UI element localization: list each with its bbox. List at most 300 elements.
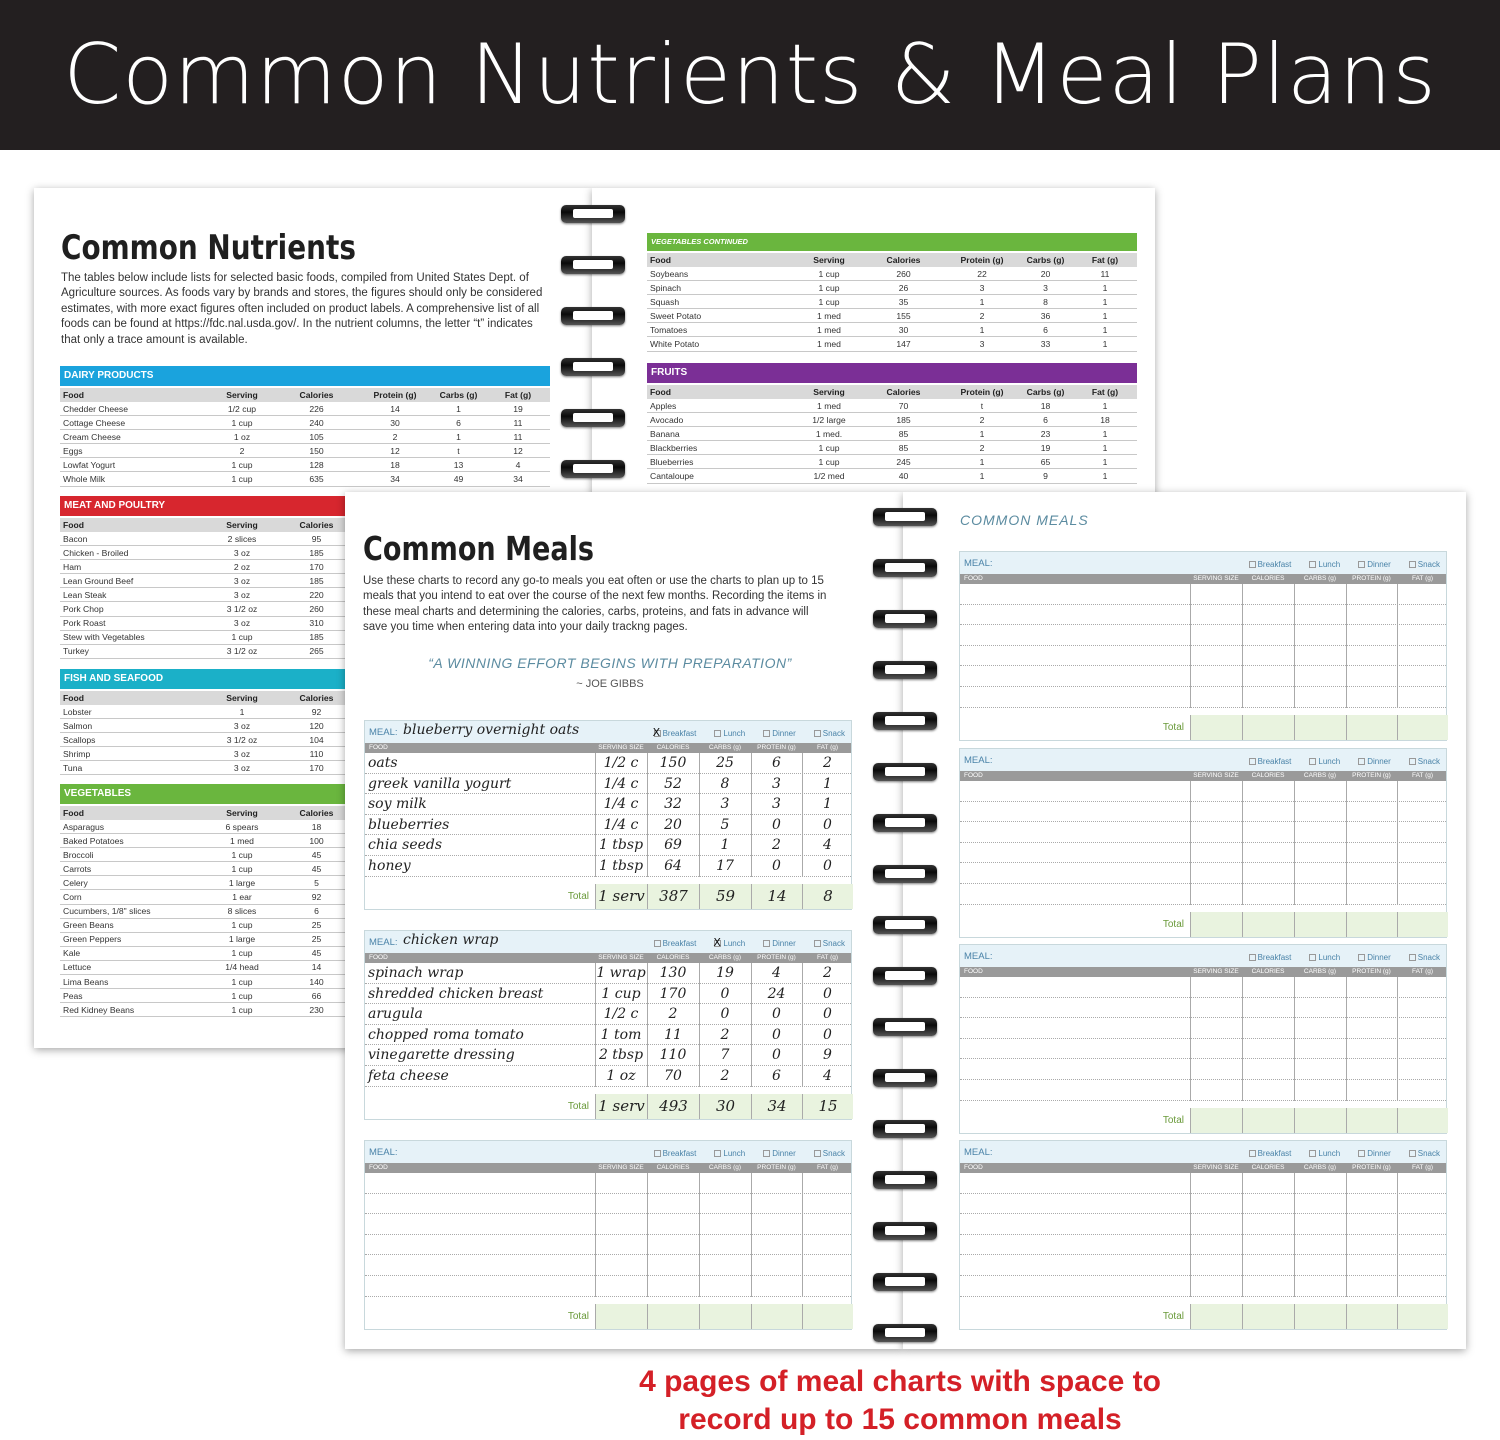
meal-total-cell[interactable]	[802, 1304, 853, 1329]
meal-entry-cell[interactable]	[1242, 1214, 1294, 1234]
meal-entry-cell[interactable]	[1242, 687, 1294, 707]
meal-entry-cell[interactable]: 0	[772, 1026, 781, 1043]
meal-entry-cell[interactable]	[1242, 781, 1294, 801]
meal-entry-cell[interactable]	[960, 998, 1190, 1018]
meal-total-cell[interactable]	[1294, 1108, 1346, 1133]
meal-entry-cell[interactable]: 1/2 c	[603, 1006, 639, 1023]
meal-entry-cell[interactable]: 3	[720, 796, 730, 813]
meal-entry-cell[interactable]: feta cheese	[368, 1067, 449, 1084]
meal-option-snack[interactable]	[1400, 757, 1440, 766]
meal-entry-cell[interactable]	[1242, 625, 1294, 645]
meal-entry-cell[interactable]: 1/2 c	[603, 755, 639, 771]
meal-entry-cell[interactable]: arugula	[368, 1006, 423, 1023]
meal-option-breakfast[interactable]	[1240, 953, 1292, 962]
meal-entry-cell[interactable]	[1346, 1255, 1397, 1275]
meal-entry-cell[interactable]	[595, 1276, 647, 1296]
checkbox-icon[interactable]	[763, 730, 770, 737]
meal-entry-cell[interactable]	[1190, 977, 1242, 997]
meal-entry-row[interactable]	[960, 1235, 1446, 1256]
meal-total-cell[interactable]	[1294, 1304, 1346, 1329]
meal-entry-cell[interactable]	[802, 1194, 853, 1214]
meal-entry-cell[interactable]	[1397, 1039, 1448, 1059]
meal-entry-row[interactable]	[365, 1194, 851, 1215]
meal-entry-cell[interactable]	[1190, 822, 1242, 842]
meal-entry-cell[interactable]	[1242, 1080, 1294, 1100]
meal-entry-cell[interactable]: chia seeds	[368, 837, 443, 854]
meal-entry-cell[interactable]	[595, 1194, 647, 1214]
meal-entry-cell[interactable]: 1 cup	[601, 985, 641, 1002]
meal-entry-row[interactable]	[960, 646, 1446, 667]
meal-option-snack[interactable]	[805, 729, 845, 738]
meal-entry-cell[interactable]	[1190, 646, 1242, 666]
meal-entry-cell[interactable]	[1190, 1276, 1242, 1296]
meal-entry-cell[interactable]	[1294, 687, 1346, 707]
meal-entry-cell[interactable]: 1 tbsp	[598, 837, 644, 854]
meal-option-breakfast[interactable]	[645, 1149, 697, 1158]
meal-entry-cell[interactable]: 150	[659, 755, 687, 771]
meal-option-lunch[interactable]	[1300, 1149, 1340, 1158]
meal-entry-cell[interactable]	[1346, 625, 1397, 645]
meal-entry-cell[interactable]	[751, 1214, 802, 1234]
meal-entry-cell[interactable]: 20	[664, 816, 682, 833]
meal-entry-row[interactable]	[960, 977, 1446, 998]
meal-entry-cell[interactable]	[1190, 1255, 1242, 1275]
meal-option-lunch[interactable]	[1300, 953, 1340, 962]
meal-total-cell[interactable]	[1346, 1108, 1397, 1133]
meal-entry-row[interactable]	[960, 1173, 1446, 1194]
meal-entry-row[interactable]	[960, 802, 1446, 823]
meal-entry-row[interactable]	[365, 1235, 851, 1256]
meal-entry-cell[interactable]	[647, 1235, 699, 1255]
meal-entry-row[interactable]	[960, 1039, 1446, 1060]
meal-total-cell[interactable]: 59	[699, 884, 751, 909]
meal-entry-cell[interactable]	[1190, 1214, 1242, 1234]
meal-entry-cell[interactable]	[1346, 977, 1397, 997]
meal-entry-cell[interactable]	[802, 1173, 853, 1193]
meal-entry-cell[interactable]	[1190, 1039, 1242, 1059]
meal-entry-cell[interactable]	[1397, 822, 1448, 842]
meal-entry-cell[interactable]	[1190, 802, 1242, 822]
meal-total-cell[interactable]: 14	[751, 884, 802, 909]
checkbox-icon[interactable]	[1409, 758, 1416, 765]
meal-entry-cell[interactable]: 32	[664, 796, 682, 813]
meal-entry-cell[interactable]: 1	[823, 796, 832, 813]
meal-total-cell[interactable]	[1397, 1304, 1448, 1329]
meal-entry-cell[interactable]	[1242, 666, 1294, 686]
meal-entry-cell[interactable]: 1/4 c	[603, 816, 639, 833]
meal-total-cell[interactable]	[1294, 912, 1346, 937]
meal-entry-cell[interactable]: 6	[772, 755, 781, 771]
checkbox-icon[interactable]	[714, 940, 721, 947]
meal-option-dinner[interactable]	[754, 939, 796, 948]
meal-entry-cell[interactable]	[960, 1235, 1190, 1255]
meal-total-cell[interactable]	[1190, 1108, 1242, 1133]
checkbox-icon[interactable]	[714, 730, 721, 737]
meal-entry-cell[interactable]	[699, 1194, 751, 1214]
meal-entry-cell[interactable]: 1 wrap	[596, 965, 646, 981]
checkbox-icon[interactable]	[1358, 1150, 1365, 1157]
meal-entry-cell[interactable]	[1294, 998, 1346, 1018]
meal-name[interactable]: chicken wrap	[403, 932, 499, 948]
meal-total-cell[interactable]: 1 serv	[595, 884, 647, 909]
meal-total-cell[interactable]	[1397, 715, 1448, 740]
meal-entry-row[interactable]	[960, 781, 1446, 802]
meal-chart-4[interactable]	[959, 551, 1447, 741]
meal-chart-2[interactable]	[364, 930, 852, 1120]
meal-entry-cell[interactable]	[1346, 1235, 1397, 1255]
meal-entry-cell[interactable]	[1242, 977, 1294, 997]
meal-entry-row[interactable]	[960, 863, 1446, 884]
meal-entry-cell[interactable]	[1242, 1039, 1294, 1059]
meal-entry-cell[interactable]	[1190, 1173, 1242, 1193]
meal-entry-cell[interactable]	[751, 1194, 802, 1214]
checkbox-icon[interactable]	[1309, 561, 1316, 568]
meal-entry-cell[interactable]	[1294, 822, 1346, 842]
checkbox-icon[interactable]	[814, 940, 821, 947]
meal-entry-cell[interactable]: 2	[720, 1067, 730, 1084]
meal-entry-cell[interactable]: 11	[664, 1026, 682, 1043]
meal-entry-cell[interactable]: 0	[823, 816, 832, 833]
meal-entry-cell[interactable]	[1242, 646, 1294, 666]
meal-entry-cell[interactable]	[1397, 802, 1448, 822]
meal-entry-cell[interactable]: 1/4 c	[603, 796, 639, 813]
meal-entry-cell[interactable]	[699, 1235, 751, 1255]
meal-entry-cell[interactable]: 4	[823, 1067, 832, 1084]
meal-entry-cell[interactable]	[1242, 1276, 1294, 1296]
meal-entry-row[interactable]	[960, 1276, 1446, 1297]
meal-entry-row[interactable]	[365, 963, 851, 984]
checkbox-icon[interactable]	[1249, 1150, 1256, 1157]
meal-total-cell[interactable]: 30	[699, 1094, 751, 1119]
meal-entry-cell[interactable]	[1346, 584, 1397, 604]
meal-entry-cell[interactable]	[647, 1255, 699, 1275]
meal-total-cell[interactable]	[1397, 912, 1448, 937]
meal-entry-row[interactable]	[365, 1025, 851, 1046]
meal-entry-cell[interactable]: 2	[772, 837, 781, 854]
meal-entry-cell[interactable]	[1294, 1059, 1346, 1079]
meal-total-cell[interactable]	[751, 1304, 802, 1329]
meal-option-breakfast[interactable]	[645, 729, 697, 738]
meal-entry-cell[interactable]	[1294, 802, 1346, 822]
meal-entry-cell[interactable]	[1397, 1276, 1448, 1296]
meal-entry-cell[interactable]	[595, 1173, 647, 1193]
meal-entry-row[interactable]	[365, 1214, 851, 1235]
meal-entry-cell[interactable]: 1 tbsp	[598, 857, 644, 874]
meal-entry-cell[interactable]	[595, 1255, 647, 1275]
meal-chart-5[interactable]	[959, 748, 1447, 938]
meal-entry-cell[interactable]	[1346, 1080, 1397, 1100]
meal-entry-row[interactable]	[365, 1276, 851, 1297]
meal-entry-cell[interactable]	[1294, 1214, 1346, 1234]
meal-entry-cell[interactable]: 4	[772, 965, 781, 981]
meal-entry-cell[interactable]	[365, 1276, 595, 1296]
meal-entry-cell[interactable]	[1397, 863, 1448, 883]
meal-entry-cell[interactable]	[1346, 822, 1397, 842]
meal-entry-row[interactable]	[960, 1018, 1446, 1039]
meal-total-cell[interactable]	[647, 1304, 699, 1329]
meal-entry-cell[interactable]	[1242, 584, 1294, 604]
meal-entry-cell[interactable]	[1190, 1059, 1242, 1079]
meal-entry-cell[interactable]	[1190, 666, 1242, 686]
meal-entry-row[interactable]	[365, 1066, 851, 1087]
checkbox-icon[interactable]	[1358, 561, 1365, 568]
meal-entry-cell[interactable]: 0	[720, 1006, 730, 1023]
meal-entry-cell[interactable]	[751, 1173, 802, 1193]
meal-total-cell[interactable]	[1397, 1108, 1448, 1133]
meal-entry-cell[interactable]: shredded chicken breast	[368, 985, 544, 1002]
checkbox-icon[interactable]	[1358, 954, 1365, 961]
meal-entry-cell[interactable]: 69	[664, 837, 682, 854]
meal-entry-cell[interactable]: 0	[772, 1047, 781, 1064]
meal-entry-cell[interactable]	[1346, 843, 1397, 863]
meal-entry-cell[interactable]: 1 tom	[600, 1026, 642, 1043]
meal-total-cell[interactable]: 387	[647, 884, 699, 909]
meal-option-breakfast[interactable]	[1240, 1149, 1292, 1158]
meal-entry-cell[interactable]	[960, 822, 1190, 842]
meal-entry-cell[interactable]	[1242, 998, 1294, 1018]
meal-entry-cell[interactable]	[1294, 625, 1346, 645]
checkbox-icon[interactable]	[1409, 954, 1416, 961]
meal-entry-cell[interactable]	[1190, 687, 1242, 707]
meal-entry-cell[interactable]	[365, 1235, 595, 1255]
meal-entry-cell[interactable]: 0	[772, 1006, 781, 1023]
meal-total-cell[interactable]	[1346, 912, 1397, 937]
meal-entry-cell[interactable]	[1294, 1255, 1346, 1275]
meal-entry-row[interactable]	[960, 687, 1446, 708]
meal-entry-cell[interactable]	[1397, 1080, 1448, 1100]
meal-entry-row[interactable]	[960, 1255, 1446, 1276]
checkbox-icon[interactable]	[714, 1150, 721, 1157]
meal-entry-cell[interactable]	[1294, 1173, 1346, 1193]
checkbox-icon[interactable]	[763, 1150, 770, 1157]
meal-entry-cell[interactable]	[960, 977, 1190, 997]
meal-entry-cell[interactable]: 0	[720, 985, 730, 1002]
meal-entry-cell[interactable]	[1294, 977, 1346, 997]
meal-entry-row[interactable]	[960, 666, 1446, 687]
meal-entry-cell[interactable]: 0	[823, 1026, 832, 1043]
meal-entry-cell[interactable]	[802, 1276, 853, 1296]
meal-entry-cell[interactable]	[960, 687, 1190, 707]
meal-entry-cell[interactable]: 52	[664, 775, 682, 792]
meal-entry-cell[interactable]	[751, 1255, 802, 1275]
meal-entry-row[interactable]	[365, 1173, 851, 1194]
meal-entry-cell[interactable]	[1397, 1194, 1448, 1214]
meal-entry-cell[interactable]	[365, 1214, 595, 1234]
meal-entry-cell[interactable]	[1242, 863, 1294, 883]
meal-entry-row[interactable]	[960, 605, 1446, 626]
meal-option-lunch[interactable]	[705, 939, 745, 948]
checkbox-icon[interactable]	[654, 940, 661, 947]
meal-total-cell[interactable]	[595, 1304, 647, 1329]
meal-option-snack[interactable]	[1400, 560, 1440, 569]
meal-option-lunch[interactable]	[705, 729, 745, 738]
meal-entry-cell[interactable]	[1346, 1214, 1397, 1234]
meal-entry-cell[interactable]: 19	[716, 965, 734, 981]
meal-entry-cell[interactable]: 1/4 c	[603, 775, 639, 792]
checkbox-icon[interactable]	[1309, 758, 1316, 765]
meal-entry-cell[interactable]: 3	[772, 775, 781, 792]
meal-entry-cell[interactable]	[1190, 998, 1242, 1018]
meal-entry-cell[interactable]	[1190, 584, 1242, 604]
meal-entry-row[interactable]	[960, 884, 1446, 905]
meal-entry-row[interactable]	[365, 774, 851, 795]
meal-entry-cell[interactable]	[1397, 584, 1448, 604]
meal-chart-3[interactable]	[364, 1140, 852, 1330]
meal-entry-cell[interactable]: 2	[823, 965, 832, 981]
meal-entry-cell[interactable]	[1190, 1235, 1242, 1255]
meal-entry-cell[interactable]	[1190, 1080, 1242, 1100]
meal-entry-cell[interactable]	[1397, 998, 1448, 1018]
meal-entry-row[interactable]	[960, 1214, 1446, 1235]
meal-entry-cell[interactable]	[960, 1255, 1190, 1275]
meal-entry-row[interactable]	[960, 1059, 1446, 1080]
meal-total-cell[interactable]	[1242, 912, 1294, 937]
meal-entry-cell[interactable]	[1294, 1235, 1346, 1255]
meal-entry-cell[interactable]	[1397, 1018, 1448, 1038]
meal-option-lunch[interactable]	[1300, 560, 1340, 569]
meal-entry-cell[interactable]	[1346, 1194, 1397, 1214]
meal-entry-cell[interactable]: 7	[720, 1047, 730, 1064]
meal-entry-row[interactable]	[960, 843, 1446, 864]
meal-entry-row[interactable]	[960, 822, 1446, 843]
meal-entry-cell[interactable]	[647, 1194, 699, 1214]
meal-entry-cell[interactable]	[1346, 605, 1397, 625]
meal-entry-cell[interactable]	[699, 1173, 751, 1193]
meal-chart-6[interactable]	[959, 944, 1447, 1134]
meal-entry-cell[interactable]	[960, 1173, 1190, 1193]
meal-entry-cell[interactable]	[1242, 1235, 1294, 1255]
meal-entry-cell[interactable]	[1397, 1059, 1448, 1079]
meal-entry-cell[interactable]	[1242, 884, 1294, 904]
meal-total-cell[interactable]	[1294, 715, 1346, 740]
meal-entry-cell[interactable]	[1294, 1018, 1346, 1038]
meal-entry-cell[interactable]	[1294, 666, 1346, 686]
meal-entry-cell[interactable]	[1397, 977, 1448, 997]
meal-total-cell[interactable]	[1346, 1304, 1397, 1329]
meal-option-lunch[interactable]	[705, 1149, 745, 1158]
meal-chart-7[interactable]	[959, 1140, 1447, 1330]
meal-entry-cell[interactable]: 1 oz	[606, 1067, 636, 1084]
meal-entry-cell[interactable]: 130	[659, 965, 687, 981]
meal-entry-cell[interactable]	[1397, 884, 1448, 904]
meal-entry-cell[interactable]	[1346, 998, 1397, 1018]
meal-entry-cell[interactable]	[1346, 666, 1397, 686]
meal-entry-cell[interactable]	[960, 863, 1190, 883]
meal-entry-cell[interactable]	[1190, 605, 1242, 625]
meal-entry-row[interactable]	[960, 584, 1446, 605]
meal-entry-cell[interactable]: blueberries	[368, 816, 450, 833]
meal-entry-cell[interactable]	[1397, 687, 1448, 707]
meal-entry-cell[interactable]	[960, 1214, 1190, 1234]
meal-entry-cell[interactable]	[365, 1173, 595, 1193]
meal-entry-cell[interactable]	[802, 1255, 853, 1275]
meal-entry-cell[interactable]: 70	[664, 1067, 682, 1084]
meal-entry-cell[interactable]	[1294, 584, 1346, 604]
meal-entry-cell[interactable]	[1397, 646, 1448, 666]
meal-entry-cell[interactable]: 0	[823, 985, 832, 1002]
checkbox-icon[interactable]	[1309, 1150, 1316, 1157]
meal-entry-cell[interactable]: greek vanilla yogurt	[368, 775, 512, 792]
meal-entry-cell[interactable]	[960, 625, 1190, 645]
meal-entry-cell[interactable]	[647, 1173, 699, 1193]
meal-entry-cell[interactable]	[960, 584, 1190, 604]
meal-total-cell[interactable]: 15	[802, 1094, 853, 1119]
meal-entry-row[interactable]	[960, 1080, 1446, 1101]
meal-entry-cell[interactable]	[1397, 1235, 1448, 1255]
meal-option-dinner[interactable]	[754, 729, 796, 738]
meal-total-cell[interactable]	[1242, 715, 1294, 740]
meal-entry-cell[interactable]	[1190, 625, 1242, 645]
meal-entry-cell[interactable]	[1242, 1173, 1294, 1193]
meal-entry-cell[interactable]	[1190, 1194, 1242, 1214]
meal-total-cell[interactable]	[1190, 912, 1242, 937]
meal-entry-cell[interactable]	[1397, 1173, 1448, 1193]
meal-entry-cell[interactable]: 2	[720, 1026, 730, 1043]
meal-entry-cell[interactable]: 3	[772, 796, 781, 813]
meal-entry-cell[interactable]	[1397, 666, 1448, 686]
meal-entry-cell[interactable]	[1397, 605, 1448, 625]
meal-entry-cell[interactable]	[1190, 863, 1242, 883]
meal-entry-cell[interactable]: oats	[368, 755, 398, 771]
meal-entry-row[interactable]	[365, 815, 851, 836]
meal-entry-cell[interactable]	[1294, 1039, 1346, 1059]
meal-entry-cell[interactable]	[1397, 843, 1448, 863]
meal-option-dinner[interactable]	[1349, 757, 1391, 766]
meal-option-dinner[interactable]	[1349, 560, 1391, 569]
meal-entry-cell[interactable]	[1294, 843, 1346, 863]
meal-entry-cell[interactable]: honey	[368, 857, 411, 874]
meal-entry-cell[interactable]	[595, 1235, 647, 1255]
meal-option-snack[interactable]	[805, 1149, 845, 1158]
meal-option-dinner[interactable]	[1349, 1149, 1391, 1158]
meal-total-cell[interactable]	[1190, 715, 1242, 740]
meal-entry-cell[interactable]: spinach wrap	[368, 965, 464, 981]
meal-option-breakfast[interactable]	[1240, 757, 1292, 766]
meal-entry-row[interactable]	[960, 998, 1446, 1019]
checkbox-icon[interactable]	[1358, 758, 1365, 765]
meal-entry-cell[interactable]: 64	[664, 857, 682, 874]
meal-entry-cell[interactable]: chopped roma tomato	[368, 1026, 524, 1043]
meal-entry-cell[interactable]	[1242, 822, 1294, 842]
meal-entry-cell[interactable]	[365, 1255, 595, 1275]
meal-entry-cell[interactable]	[1190, 884, 1242, 904]
meal-entry-cell[interactable]: 6	[772, 1067, 781, 1084]
meal-entry-cell[interactable]	[960, 1276, 1190, 1296]
meal-entry-cell[interactable]	[1346, 802, 1397, 822]
meal-option-breakfast[interactable]	[645, 939, 697, 948]
meal-entry-cell[interactable]	[595, 1214, 647, 1234]
checkbox-icon[interactable]	[763, 940, 770, 947]
meal-entry-row[interactable]	[365, 984, 851, 1005]
meal-entry-cell[interactable]	[1242, 802, 1294, 822]
meal-entry-cell[interactable]: 1	[823, 775, 832, 792]
checkbox-icon[interactable]	[1249, 561, 1256, 568]
meal-total-cell[interactable]	[1346, 715, 1397, 740]
meal-entry-cell[interactable]: soy milk	[368, 796, 427, 813]
meal-entry-cell[interactable]	[1397, 625, 1448, 645]
meal-entry-cell[interactable]	[751, 1235, 802, 1255]
meal-entry-cell[interactable]: 170	[659, 985, 687, 1002]
meal-entry-cell[interactable]: 2 tbsp	[598, 1047, 644, 1064]
meal-entry-cell[interactable]: 0	[823, 1006, 832, 1023]
meal-entry-cell[interactable]	[1346, 1276, 1397, 1296]
meal-entry-cell[interactable]	[1346, 781, 1397, 801]
meal-total-cell[interactable]	[699, 1304, 751, 1329]
meal-entry-row[interactable]	[365, 1004, 851, 1025]
meal-entry-cell[interactable]	[802, 1235, 853, 1255]
checkbox-icon[interactable]	[654, 730, 661, 737]
meal-total-cell[interactable]	[1190, 1304, 1242, 1329]
